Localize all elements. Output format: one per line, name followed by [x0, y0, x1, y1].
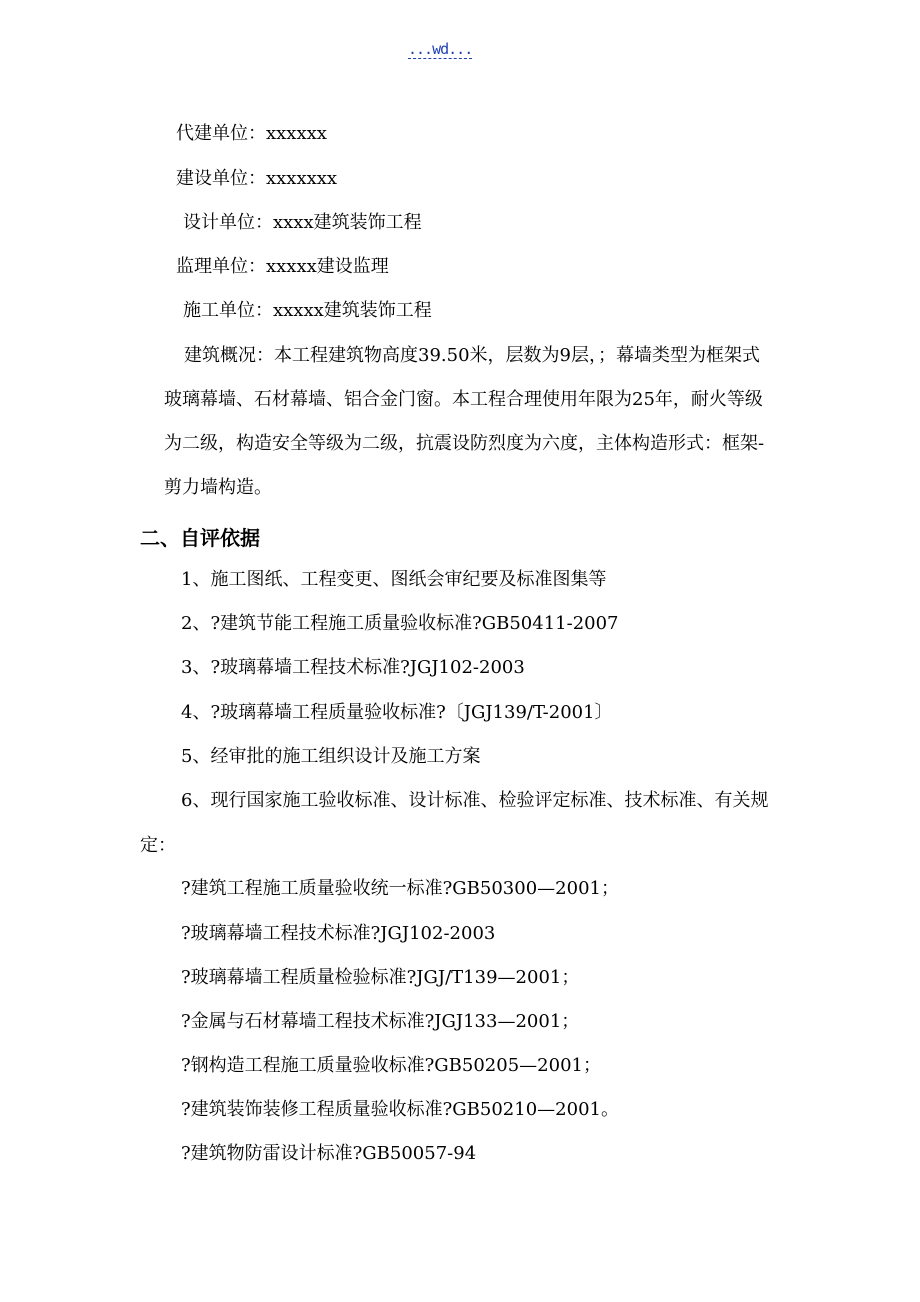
header-link[interactable]: ...wd... — [408, 40, 473, 58]
overview-line: 玻璃幕墙、石材幕墙、铝合金门窗。本工程合理使用年限为25年，耐火等级 — [164, 389, 763, 410]
basis-item: 5、经审批的施工组织设计及施工方案 — [181, 746, 481, 767]
overview-line: 为二级，构造安全等级为二级，抗震设防烈度为六度，主体构造形式：框架- — [164, 433, 765, 454]
supervision-unit-line: 监理单位：xxxxx建设监理 — [176, 256, 389, 277]
builder-unit-line: 施工单位：xxxxx建筑装饰工程 — [183, 300, 432, 321]
standard-item: ?玻璃幕墙工程技术标准?JGJ102-2003 — [181, 923, 496, 944]
construction-unit-line: 建设单位：xxxxxxx — [176, 168, 338, 189]
basis-item: 6、现行国家施工验收标准、设计标准、检验评定标准、技术标准、有关规 — [181, 790, 769, 811]
standard-item: ?玻璃幕墙工程质量检验标准?JGJ/T139—2001； — [181, 967, 580, 988]
standard-item: ?建筑工程施工质量验收统一标准?GB50300—2001； — [181, 878, 619, 899]
overview-line: 建筑概况：本工程建筑物高度39.50米，层数为9层，；幕墙类型为框架式 — [184, 345, 760, 366]
standard-item: ?建筑物防雷设计标准?GB50057-94 — [181, 1143, 477, 1164]
basis-item: 3、?玻璃幕墙工程技术标准?JGJ102-2003 — [181, 657, 525, 678]
basis-item: 4、?玻璃幕墙工程质量验收标准?〔JGJ139/T-2001〕 — [181, 702, 613, 723]
basis-item: 1、施工图纸、工程变更、图纸会审纪要及标准图集等 — [181, 569, 607, 590]
basis-item: 2、?建筑节能工程施工质量验收标准?GB50411-2007 — [181, 613, 619, 634]
overview-line: 剪力墙构造。 — [164, 477, 272, 498]
standard-item: ?金属与石材幕墙工程技术标准?JGJ133—2001； — [181, 1011, 580, 1032]
standard-item: ?钢构造工程施工质量验收标准?GB50205—2001； — [181, 1055, 601, 1076]
basis-item-continuation: 定： — [140, 835, 176, 856]
standard-item: ?建筑装饰装修工程质量验收标准?GB50210—2001。 — [181, 1099, 619, 1120]
section-heading: 二、自评依据 — [140, 526, 260, 550]
design-unit-line: 设计单位：xxxx建筑装饰工程 — [183, 212, 422, 233]
agent-unit-line: 代建单位：xxxxxx — [176, 123, 327, 144]
